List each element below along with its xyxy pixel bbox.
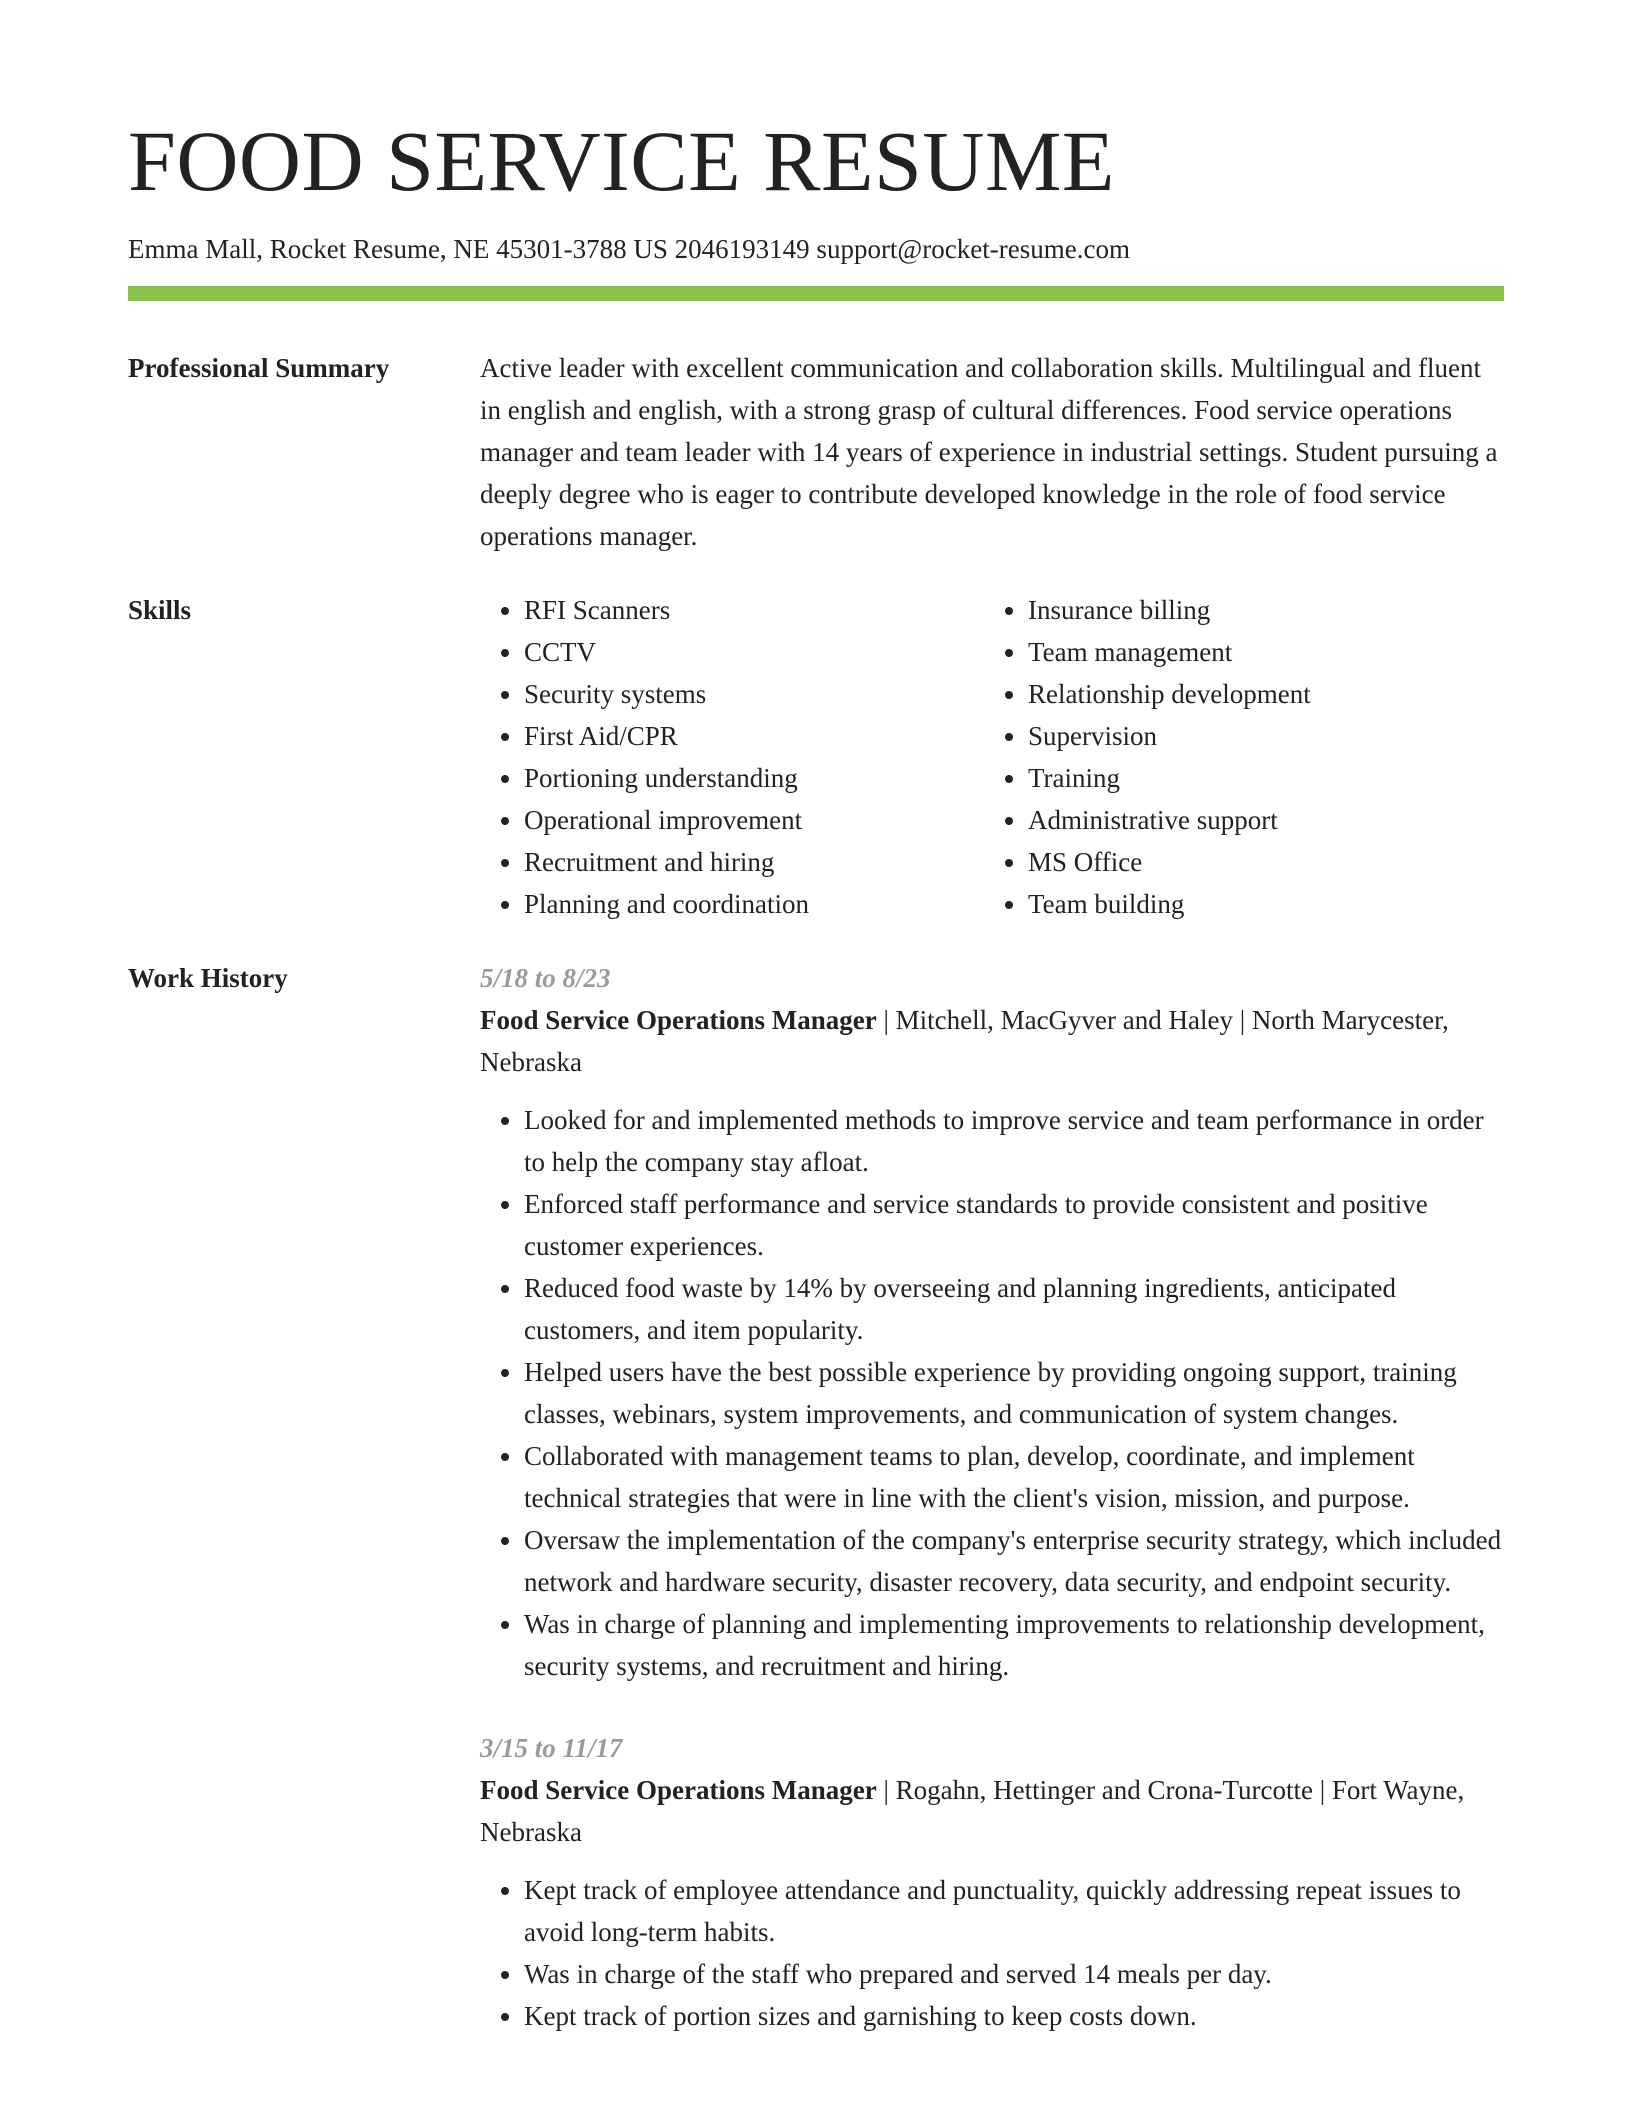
skills-heading: Skills — [128, 595, 192, 625]
job-dates: 5/18 to 8/23 — [480, 963, 611, 993]
skill-item: • Planning and coordination — [524, 883, 984, 925]
skill-item: • Team management — [1028, 631, 1488, 673]
contact-line: Emma Mall, Rocket Resume, NE 45301-3788 US 2046193149 support@rocket-resume.com — [128, 234, 1130, 264]
skill-item: • MS Office — [1028, 841, 1488, 883]
job-bullet: • Looked for and implemented methods to improve service and team performance in order to help the company stay afloat. — [524, 1099, 1504, 1183]
job-bullet: • Oversaw the implementation of the company's enterprise security strategy, which included network and hardware security, disaster recovery, data security, and endpoint security. — [524, 1519, 1504, 1603]
job-bullet: • Helped users have the best possible experience by providing ongoing support, training classes, webinars, system improvements, and communication of system changes. — [524, 1351, 1504, 1435]
work-history-heading: Work History — [128, 963, 288, 993]
skill-item: • Team building — [1028, 883, 1488, 925]
skill-item: • Administrative support — [1028, 799, 1488, 841]
summary-text: Active leader with excellent communication and collaboration skills. Multilingual and fluent in english and english, with a strong grasp of cultural differences. Food service operations manager and team leader with 14 years of experience in industrial settings. Student pursuing a deeply degree who is eager to contribute developed knowledge in the role of food service operations manager. — [480, 353, 1498, 551]
job-entry — [480, 957, 1504, 1687]
job-title: Food Service Operations Manager — [480, 1005, 877, 1035]
skill-item: • Insurance billing — [1028, 589, 1488, 631]
job-bullets — [480, 1869, 1504, 2037]
skill-item: • Operational improvement — [524, 799, 984, 841]
skill-item: • Security systems — [524, 673, 984, 715]
accent-divider — [128, 286, 1504, 301]
job-bullet: • Was in charge of the staff who prepared and served 14 meals per day. — [524, 1953, 1504, 1995]
job-entry — [480, 1727, 1504, 2037]
skill-item: • First Aid/CPR — [524, 715, 984, 757]
skill-item: • Supervision — [1028, 715, 1488, 757]
skill-item: • Portioning understanding — [524, 757, 984, 799]
summary-heading: Professional Summary — [128, 353, 390, 383]
job-bullet: • Kept track of employee attendance and punctuality, quickly addressing repeat issues to avoid long-term habits. — [524, 1869, 1504, 1953]
job-title: Food Service Operations Manager — [480, 1775, 877, 1805]
resume-title: FOOD SERVICE RESUME — [128, 113, 1115, 209]
job-bullet: • Collaborated with management teams to plan, develop, coordinate, and implement technical strategies that were in line with the client's vision, mission, and purpose. — [524, 1435, 1504, 1519]
skill-item: • Training — [1028, 757, 1488, 799]
job-bullets — [480, 1099, 1504, 1687]
job-details: | Rogahn, Hettinger and Crona-Turcotte | Fort Wayne, Nebraska — [480, 1775, 1465, 1847]
skills-list-right — [984, 589, 1488, 925]
skills-list-left — [480, 589, 984, 925]
job-dates: 3/15 to 11/17 — [480, 1733, 623, 1763]
job-details: | Mitchell, MacGyver and Haley | North Marycester, Nebraska — [480, 1005, 1449, 1077]
job-header — [480, 999, 1504, 1083]
skill-item: • Recruitment and hiring — [524, 841, 984, 883]
job-header — [480, 1769, 1504, 1853]
job-bullet: • Kept track of portion sizes and garnishing to keep costs down. — [524, 1995, 1504, 2037]
job-bullet: • Was in charge of planning and implementing improvements to relationship development, security systems, and recruitment and hiring. — [524, 1603, 1504, 1687]
skill-item: • Relationship development — [1028, 673, 1488, 715]
job-bullet: • Reduced food waste by 14% by overseeing and planning ingredients, anticipated customers, and item popularity. — [524, 1267, 1504, 1351]
skill-item: • CCTV — [524, 631, 984, 673]
skill-item: • RFI Scanners — [524, 589, 984, 631]
job-bullet: • Enforced staff performance and service standards to provide consistent and positive customer experiences. — [524, 1183, 1504, 1267]
